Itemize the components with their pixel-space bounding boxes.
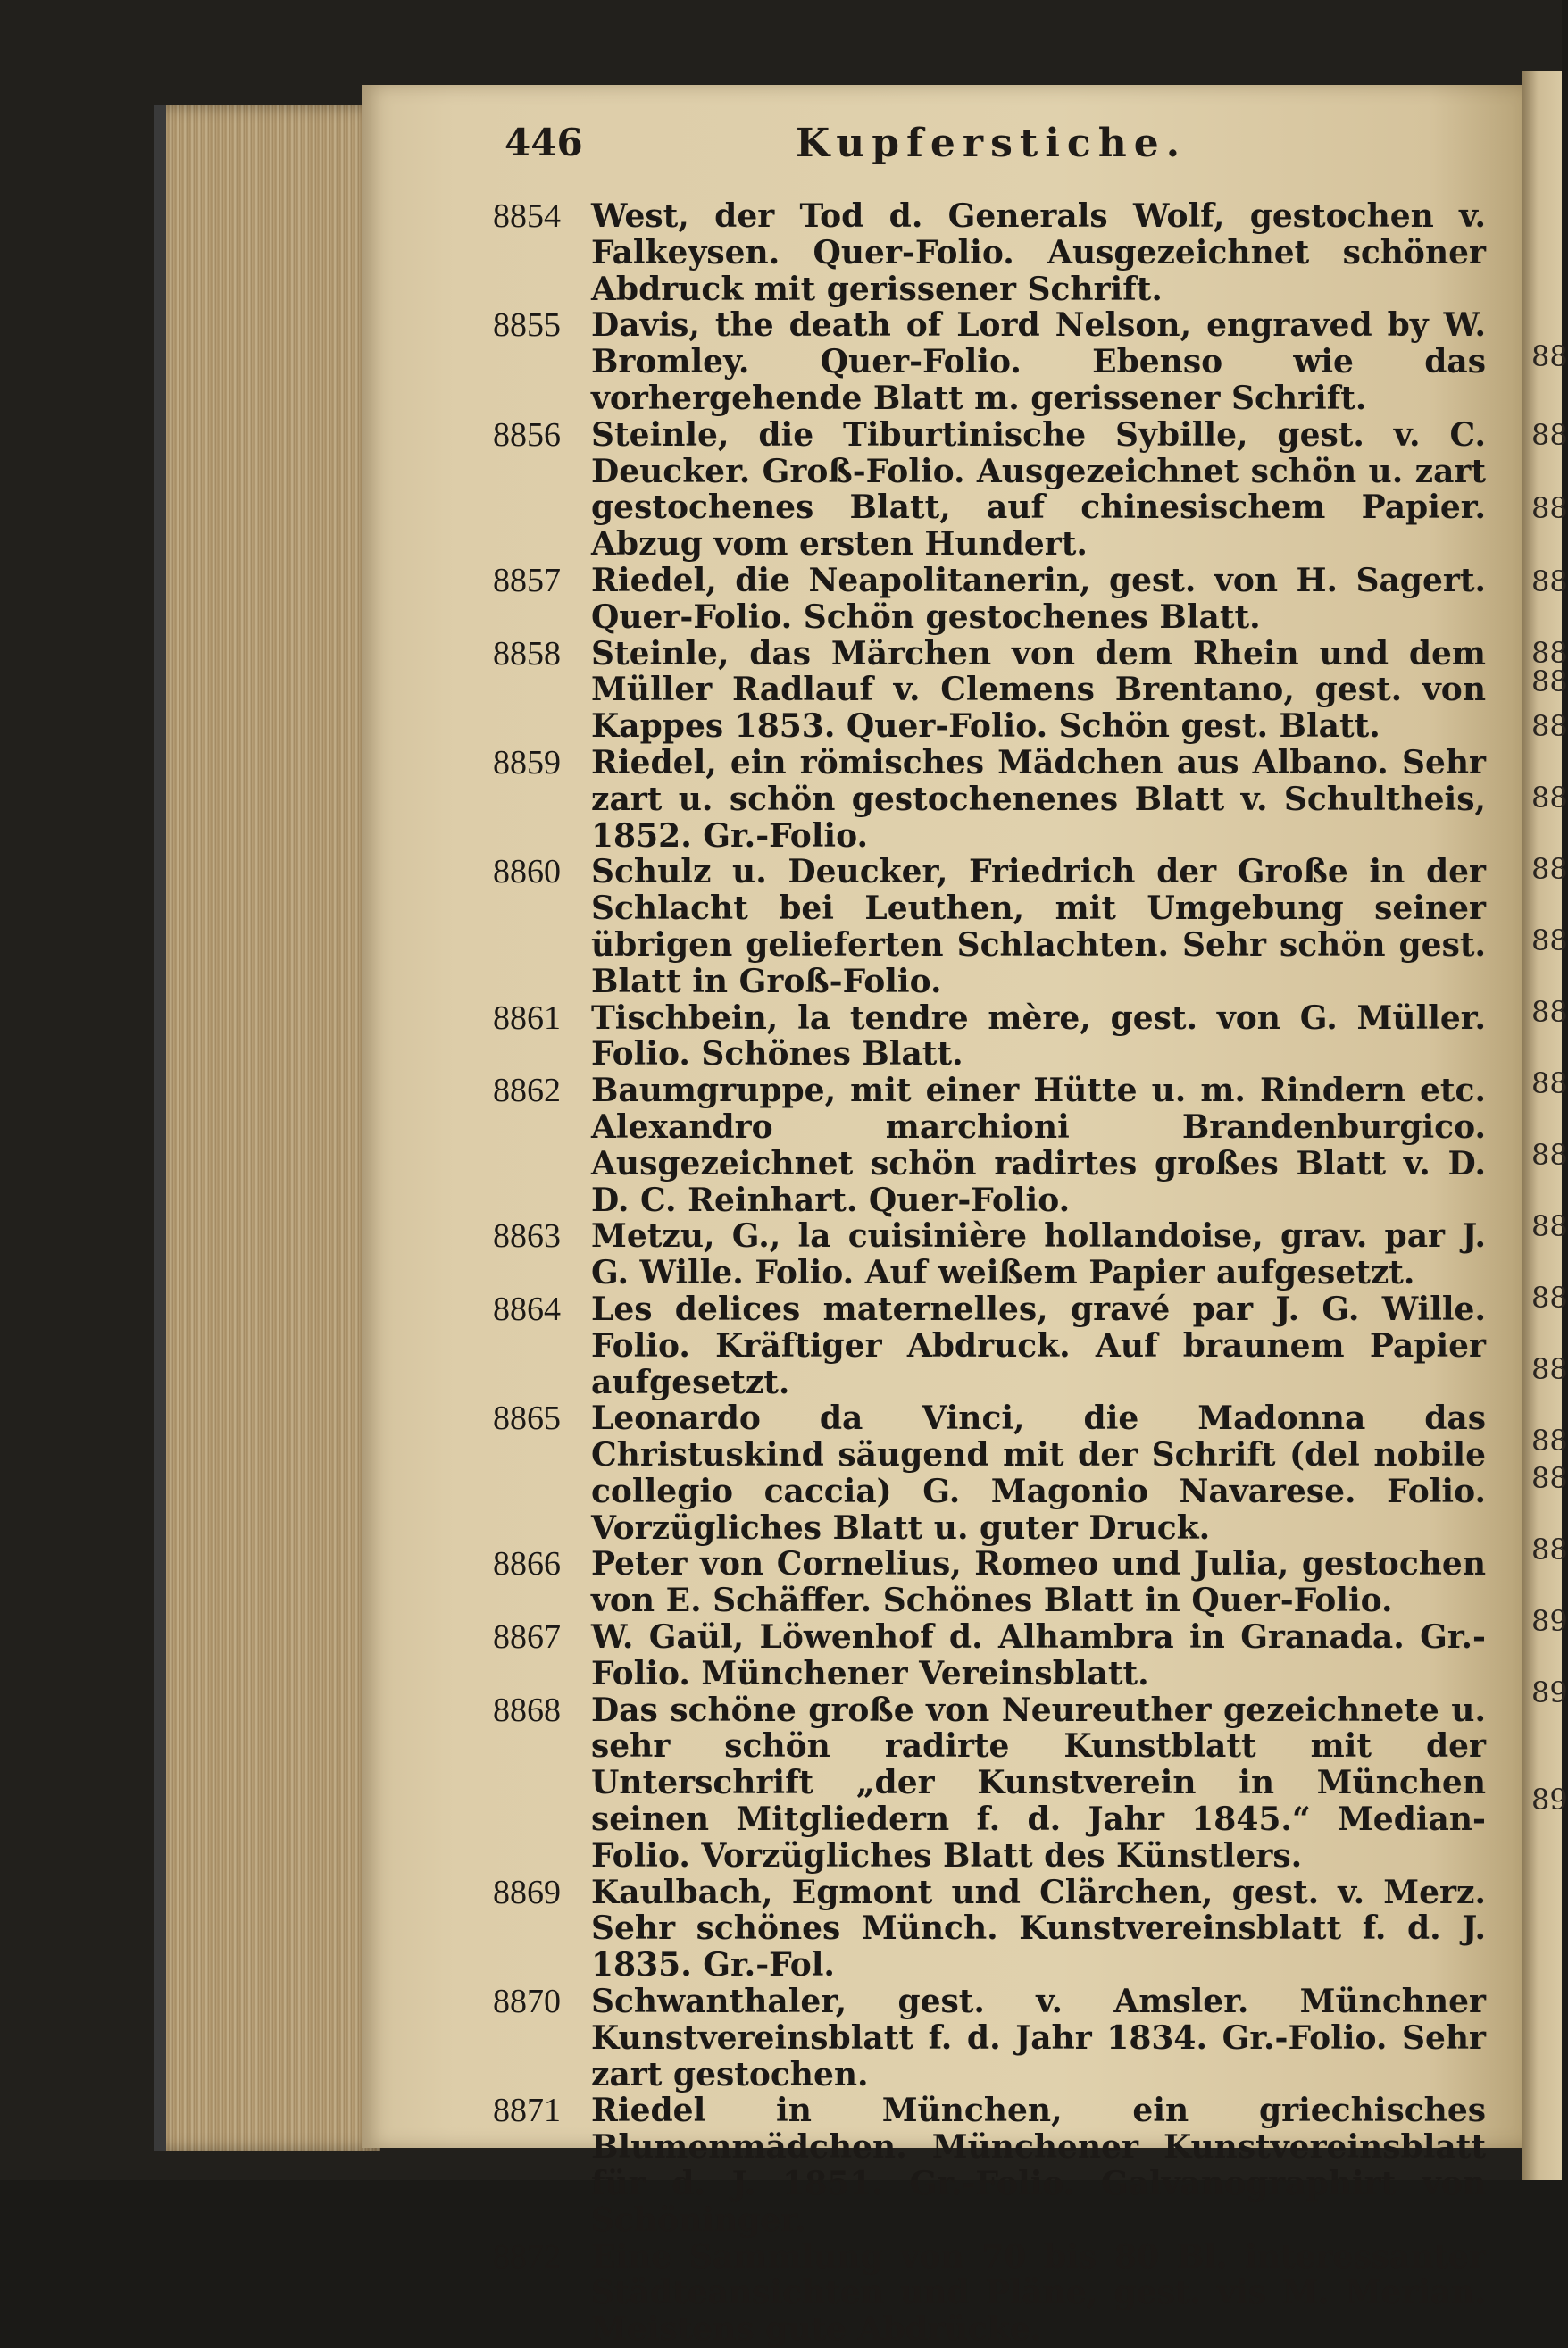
entry-number: 8854 bbox=[493, 197, 561, 235]
catalog-entry bbox=[493, 1692, 1486, 1875]
entry-text: Kaulbach, Egmont und Clärchen, gest. v. Merz. Sehr schönes Münch. Kunstvereinsblatt f. d. J. 1835. Gr.-Fol. bbox=[591, 1873, 1486, 1985]
entry-text: Davis, the death of Lord Nelson, engraved by W. Bromley. Quer-Folio. Ebenso wie das vorhergehende Blatt m. gerissener Schrift. bbox=[591, 306, 1486, 417]
entry-text: Schulz u. Deucker, Friedrich der Große in der Schlacht bei Leuthen, mit Umgebung seiner übrigen gelieferten Schlachten. Sehr schön gest. Blatt in Groß-Folio. bbox=[591, 853, 1486, 1000]
entry-number: 8863 bbox=[493, 1217, 561, 1256]
book-fore-edge bbox=[154, 105, 380, 2151]
facing-page-edge bbox=[1522, 71, 1568, 2180]
catalog-entry bbox=[493, 1073, 1486, 1218]
entry-text: Riedel, die Neapolitanerin, gest. von H. Sagert. Quer-Folio. Schön gestochenes Blatt. bbox=[591, 561, 1486, 636]
facing-page-number: 88 bbox=[1531, 636, 1568, 670]
entry-number: 8859 bbox=[493, 743, 561, 781]
entry-number: 8870 bbox=[493, 1983, 561, 2021]
facing-page-number: 88 bbox=[1531, 1066, 1568, 1100]
entry-number: 8855 bbox=[493, 306, 561, 345]
running-head bbox=[505, 121, 1478, 174]
entry-number: 8869 bbox=[493, 1873, 561, 1911]
facing-page-number: 88 bbox=[1531, 1424, 1568, 1458]
entry-number: 8861 bbox=[493, 999, 561, 1037]
facing-page-number: 88 bbox=[1531, 418, 1568, 452]
facing-page-number: 88 bbox=[1531, 1461, 1568, 1495]
entry-text: Riedel, ein römisches Mädchen aus Albano. Sehr zart u. schön gestochenenes Blatt v. Schultheis, 1852. Gr.-Folio. bbox=[591, 743, 1486, 855]
entry-number: 8866 bbox=[493, 1545, 561, 1583]
entry-text: W. Gaül, Löwenhof d. Alhambra in Granada. Gr.-Folio. Münchener Vereinsblatt. bbox=[591, 1618, 1486, 1692]
entry-number: 8856 bbox=[493, 415, 561, 454]
entry-number: 8871 bbox=[493, 2092, 561, 2130]
entry-number: 8857 bbox=[493, 561, 561, 599]
catalog-entry bbox=[493, 1619, 1486, 1692]
facing-page-number: 88 bbox=[1531, 781, 1568, 815]
catalog-entry bbox=[493, 417, 1486, 563]
catalog-entry bbox=[493, 1546, 1486, 1619]
catalog-entry bbox=[493, 1984, 1486, 2093]
entry-text: Baumgruppe, mit einer Hütte u. m. Rindern etc. Alexandro marchioni Brandenburgico. Ausgezeichnet schön radirtes großes Blatt v. D. D. C. Reinhart. Quer-Folio. bbox=[591, 1072, 1486, 1219]
entry-text: Riedel in München, ein griechisches Blumenmädchen. Münchener Kunstvereinsblatt für d. J. 1851. Gr.-Folio. Galvanographirt von Schöninger. bbox=[591, 2092, 1486, 2239]
catalog-entry bbox=[493, 1291, 1486, 1400]
entry-text: Metzu, G., la cuisinière hollandoise, grav. par J. G. Wille. Folio. Auf weißem Papier aufgesetzt. bbox=[591, 1217, 1486, 1292]
entry-text: Das schöne große von Neureuther gezeichnete u. sehr schön radirte Kunstblatt mit der Unterschrift „der Kunstverein in München seinen Mitgliedern f. d. Jahr 1845.“ Median-Folio. Vorzügliches Blatt des Künstlers. bbox=[591, 1691, 1486, 1875]
catalog-entry bbox=[493, 745, 1486, 854]
entry-text: Les delices maternelles, gravé par J. G. Wille. Folio. Kräftiger Abdruck. Auf braunem Papier aufgesetzt. bbox=[591, 1290, 1486, 1401]
facing-page-number: 88 bbox=[1531, 1281, 1568, 1315]
facing-page-number: 88 bbox=[1531, 664, 1568, 698]
entry-number: 8862 bbox=[493, 1072, 561, 1110]
facing-page-number: 88 bbox=[1531, 1352, 1568, 1386]
facing-page-number: 89 bbox=[1531, 1604, 1568, 1638]
entry-text: Tischbein, la tendre mère, gest. von G. Müller. Folio. Schönes Blatt. bbox=[591, 999, 1486, 1074]
entry-number: 8867 bbox=[493, 1618, 561, 1657]
entry-text: Eine Sammlung von 70 bis 80 Bl. interessanter Städteansichten und Pläne, gest. vis M. Merian. Meistens gute Abdrücke. bbox=[591, 2237, 1486, 2348]
catalog-entry bbox=[493, 1000, 1486, 1074]
entry-number: 8860 bbox=[493, 853, 561, 891]
entry-text: Schwanthaler, gest. v. Amsler. Münchner Kunstvereinsblatt f. d. Jahr 1834. Gr.-Folio. Sehr zart gestochen. bbox=[591, 1983, 1486, 2093]
facing-page-number: 88 bbox=[1531, 923, 1568, 957]
entry-number: 8868 bbox=[493, 1691, 561, 1729]
catalog-entry bbox=[493, 198, 1486, 307]
catalog-entries bbox=[493, 198, 1486, 2348]
entry-number: 8858 bbox=[493, 634, 561, 673]
facing-page-number: 88 bbox=[1531, 491, 1568, 525]
facing-page-number: 88 bbox=[1531, 339, 1568, 373]
catalog-entry bbox=[493, 2239, 1486, 2348]
facing-page-number: 88 bbox=[1531, 1138, 1568, 1172]
entry-number: 8872 bbox=[493, 2237, 561, 2276]
facing-page-number: 88 bbox=[1531, 1533, 1568, 1567]
facing-page-number: 89 bbox=[1531, 1783, 1568, 1817]
entry-text: West, der Tod d. Generals Wolf, gestochen v. Falkeysen. Quer-Folio. Ausgezeichnet schöner Abdruck mit gerissener Schrift. bbox=[591, 197, 1486, 308]
facing-page-number: 89 bbox=[1531, 1675, 1568, 1709]
entry-number: 8865 bbox=[493, 1400, 561, 1438]
catalog-entry bbox=[493, 854, 1486, 999]
entry-text: Leonardo da Vinci, die Madonna das Christuskind säugend mit der Schrift (del nobile collegio caccia) G. Magonio Navarese. Folio. Vorzügliches Blatt u. guter Druck. bbox=[591, 1400, 1486, 1547]
entry-text: Peter von Cornelius, Romeo und Julia, gestochen von E. Schäffer. Schönes Blatt in Quer-Folio. bbox=[591, 1545, 1486, 1620]
catalog-entry bbox=[493, 307, 1486, 416]
entry-text: Steinle, das Märchen von dem Rhein und dem Müller Radlauf v. Clemens Brentano, gest. von Kappes 1853. Quer-Folio. Schön gest. Blatt. bbox=[591, 634, 1486, 746]
catalog-entry bbox=[493, 1400, 1486, 1546]
catalog-entry bbox=[493, 1875, 1486, 1984]
catalog-entry bbox=[493, 636, 1486, 745]
catalog-entry bbox=[493, 1218, 1486, 1291]
catalog-entry bbox=[493, 563, 1486, 636]
page-title: Kupferstiche. bbox=[795, 121, 1188, 166]
facing-page-number: 88 bbox=[1531, 995, 1568, 1029]
page-number: 446 bbox=[505, 121, 583, 164]
entry-text: Steinle, die Tiburtinische Sybille, gest. v. C. Deucker. Groß-Folio. Ausgezeichnet schön u. zart gestochenes Blatt, auf chinesischem Papier. Abzug vom ersten Hundert. bbox=[591, 415, 1486, 564]
facing-page-number: 88 bbox=[1531, 1209, 1568, 1243]
facing-page-number: 88 bbox=[1531, 852, 1568, 886]
catalog-entry bbox=[493, 2093, 1486, 2238]
entry-number: 8864 bbox=[493, 1290, 561, 1328]
facing-page-number: 88 bbox=[1531, 709, 1568, 743]
facing-page-number: 88 bbox=[1531, 564, 1568, 598]
